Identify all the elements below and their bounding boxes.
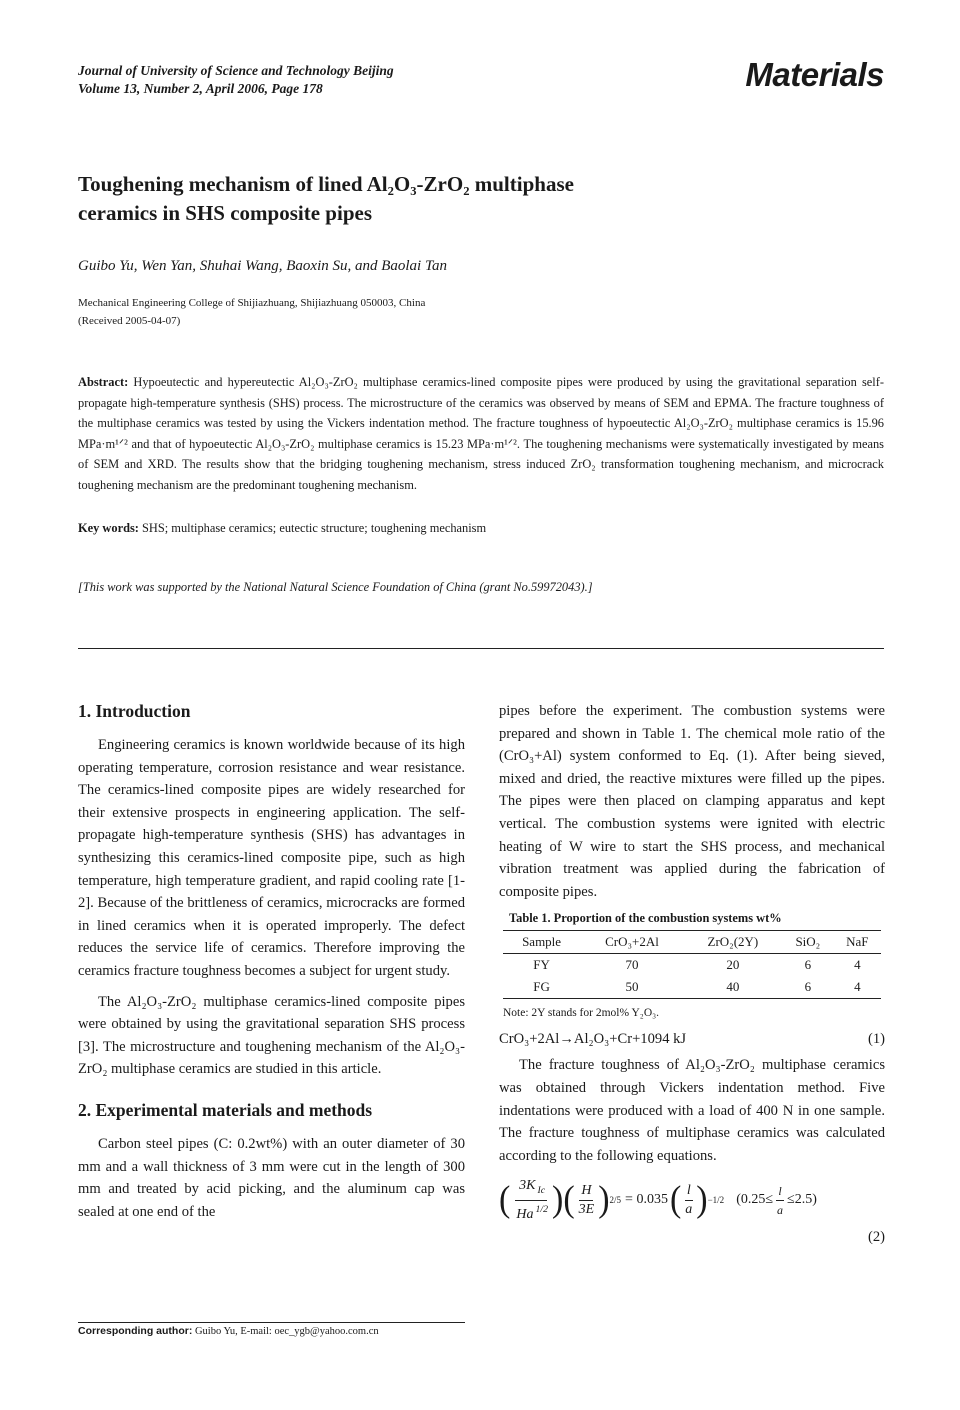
eq2-k-sub: Ic: [537, 1184, 546, 1196]
equation-1: [499, 1031, 885, 1048]
keywords-label: Key words:: [78, 521, 139, 535]
received-date: (Received 2005-04-07): [78, 315, 181, 327]
corresponding-author-text: Guibo Yu, E-mail: oec_ygb@yahoo.com.cn: [194, 1326, 379, 1337]
corresponding-author-label: Corresponding author:: [78, 1325, 193, 1337]
methods-paragraph-1-continued: pipes before the experiment. The combustion systems were prepared and shown in Table 1. The chemical mole ratio of the (CrO₃+Al) system conformed to Eq. (1). After being sieved, mixed and dried, the reactive mixtures were filled up the pipes. The pipes were then placed on clamping apparatus and kept vertical. The combustion systems were ignited with electric heating of W wire to start the SHS process, and mechanical vibration treatment was applied during the fabrication of composite pipes.: [499, 703, 885, 900]
keywords: [78, 518, 884, 538]
section-label: Materials: [745, 56, 884, 93]
intro-paragraph-2: The Al₂O₃-ZrO₂ multiphase ceramics-lined composite pipes were obtained by using the gravitational separation SHS process [3]. The microstructure and toughening mechanism of the Al₂O₃-ZrO₂ multiphase ceramics are studied in this article.: [78, 993, 465, 1078]
eq2-range-left: (0.25≤: [736, 1192, 774, 1208]
equation-2: ( $\frac{3K _{Ic}}{Ha ^{1/2}}$ ) ( $\frac{H}{3E}$ ) 2/5 = 0.035 ( $\frac{l}{a}$ ) −1/2 (0.25≤ $\frac{l}{a}$ ≤2.5): [499, 1178, 817, 1222]
eq2-exp2: −1/2: [707, 1195, 725, 1206]
methods-heading: 2. Experimental materials and methods: [78, 1099, 373, 1120]
paper-title: [78, 170, 698, 228]
eq2-a: a: [685, 1201, 693, 1217]
table-cell: 4: [834, 976, 881, 999]
table-header-row: [503, 931, 881, 954]
equation-2-number: (2): [867, 1229, 885, 1246]
table-cell: 4: [854, 957, 861, 973]
table-cell: 6: [782, 976, 834, 999]
table-row: [503, 954, 881, 977]
table-cell: FY: [533, 957, 550, 973]
intro-heading: 1. Introduction: [78, 701, 191, 721]
eq2-h: H: [579, 1182, 593, 1201]
header-divider: [78, 648, 884, 649]
methods-paragraph-2: The fracture toughness of Al₂O₃-ZrO₂ multiphase ceramics was obtained through Vickers indentation method. Five indentations were produced with a load of 400 N in one sample. The fracture toughness of multiphase ceramics was calculated according to the following equations.: [499, 1057, 885, 1164]
corresponding-author: [78, 1322, 465, 1337]
abstract-label: Abstract:: [78, 375, 129, 389]
journal-volume: Volume 13, Number 2, April 2006, Page 178: [78, 81, 323, 96]
eq2-range-fraction: [775, 1182, 785, 1219]
eq2-3e: 3E: [578, 1201, 595, 1217]
table-row: [503, 976, 881, 999]
title-line-1: Toughening mechanism of lined Al₂O₃-ZrO₂ multiphase: [78, 172, 574, 196]
table-cell: 20: [726, 957, 740, 973]
table-cell: FG: [503, 976, 580, 999]
funding-note: [This work was supported by the National Natural Science Foundation of China (grant No.59972043).]: [78, 580, 593, 594]
eq2-ha-sup: 1/2: [535, 1203, 548, 1215]
table-1-title: Table 1. Proportion of the combustion systems wt%: [509, 911, 782, 926]
abstract-text: Hypoeutectic and hypereutectic Al₂O₃-ZrO₂ multiphase ceramics-lined composite pipes were produced by using the gravitational separation self-propagate high-temperature synthesis (SHS) process. The microstructure of the ceramics was observed by means of SEM and EPMA. The fracture toughness of the multiphase ceramics was tested by using the Vickers indentation method. The fracture toughness of hypoeutectic Al₂O₃-ZrO₂ multiphase ceramics is 15.96 MPa·m¹ᐟ² and that of hypoeutectic Al₂O₃-ZrO₂ multiphase ceramics is 15.23 MPa·m¹ᐟ². The toughening mechanisms were systematically investigated by means of SEM and XRD. The results show that the bridging toughening mechanism, stress induced ZrO₂ transformation toughening mechanism, and microcrack toughening mechanism are the predominant toughening mechanism.: [78, 375, 884, 492]
eq2-fraction-k: [512, 1177, 550, 1223]
eq2-k: 3K: [519, 1178, 536, 1194]
table-header-cell: CrO₃+2Al: [580, 931, 684, 954]
table-cell: 40: [684, 976, 782, 999]
table-header-cell: SiO₂: [782, 931, 834, 954]
eq2-fraction-h: [577, 1182, 597, 1219]
equation-1-number: (1): [867, 1031, 885, 1048]
eq2-range-a: a: [777, 1202, 784, 1217]
title-line-2: ceramics in SHS composite pipes: [78, 201, 372, 225]
eq2-range-l: l: [776, 1182, 783, 1201]
eq2-range-right: ≤2.5): [787, 1192, 817, 1208]
eq2-fraction-la: [683, 1182, 694, 1219]
methods-paragraph-1: Carbon steel pipes (C: 0.2wt%) with an outer diameter of 30 mm and a wall thickness of 3 mm were cut in the length of 300 mm and treated by acid picking, and the aluminum cap was sealed at one end of the: [78, 1135, 465, 1220]
table-header-cell: NaF: [834, 931, 881, 954]
table-header-cell: ZrO₂(2Y): [684, 931, 782, 954]
eq2-ha: Ha: [516, 1206, 534, 1222]
keywords-text: SHS; multiphase ceramics; eutectic structure; toughening mechanism: [142, 521, 487, 535]
table-cell: 70: [625, 957, 639, 973]
affiliation-block: [78, 294, 425, 330]
intro-paragraph-1: Engineering ceramics is known worldwide because of its high operating temperature, corrosion resistance and wear resistance. The ceramics-lined composite pipes are widely researched for their extensive prospects in engineering application. The self-propagate high-temperature synthesis (SHS) has advantages in synthesizing this ceramics-lined composite pipe, such as high temperature, high temperature gradient, and rapid cooling rate [1-2]. Because of the brittleness of ceramics, microcracks are formed in lined ceramics when it is operated improperly. The defect reduces the service life of ceramics. Therefore improving the ceramics fracture toughness becomes a subject for urgent study.: [78, 737, 465, 979]
table-cell: 50: [580, 976, 684, 999]
journal-citation: [78, 62, 394, 98]
table-1: [503, 930, 881, 999]
eq2-exp1: 2/5: [609, 1195, 622, 1206]
abstract: [78, 372, 884, 495]
right-column: [499, 700, 885, 1246]
table-header-cell: Sample: [503, 931, 580, 954]
table-cell: 6: [804, 957, 812, 973]
journal-name: Journal of University of Science and Technology Beijing: [78, 63, 394, 78]
left-column: [78, 700, 465, 1231]
table-note: Note: 2Y stands for 2mol% Y₂O₃.: [503, 1007, 660, 1020]
eq2-l: l: [685, 1182, 693, 1201]
affiliation: Mechanical Engineering College of Shijiazhuang, Shijiazhuang 050003, China: [78, 297, 426, 309]
author-list: Guibo Yu, Wen Yan, Shuhai Wang, Baoxin Su, and Baolai Tan: [78, 258, 447, 274]
eq2-equals: = 0.035: [625, 1192, 668, 1208]
equation-1-body: CrO₃+2Al→Al₂O₃+Cr+1094 kJ: [499, 1031, 687, 1048]
